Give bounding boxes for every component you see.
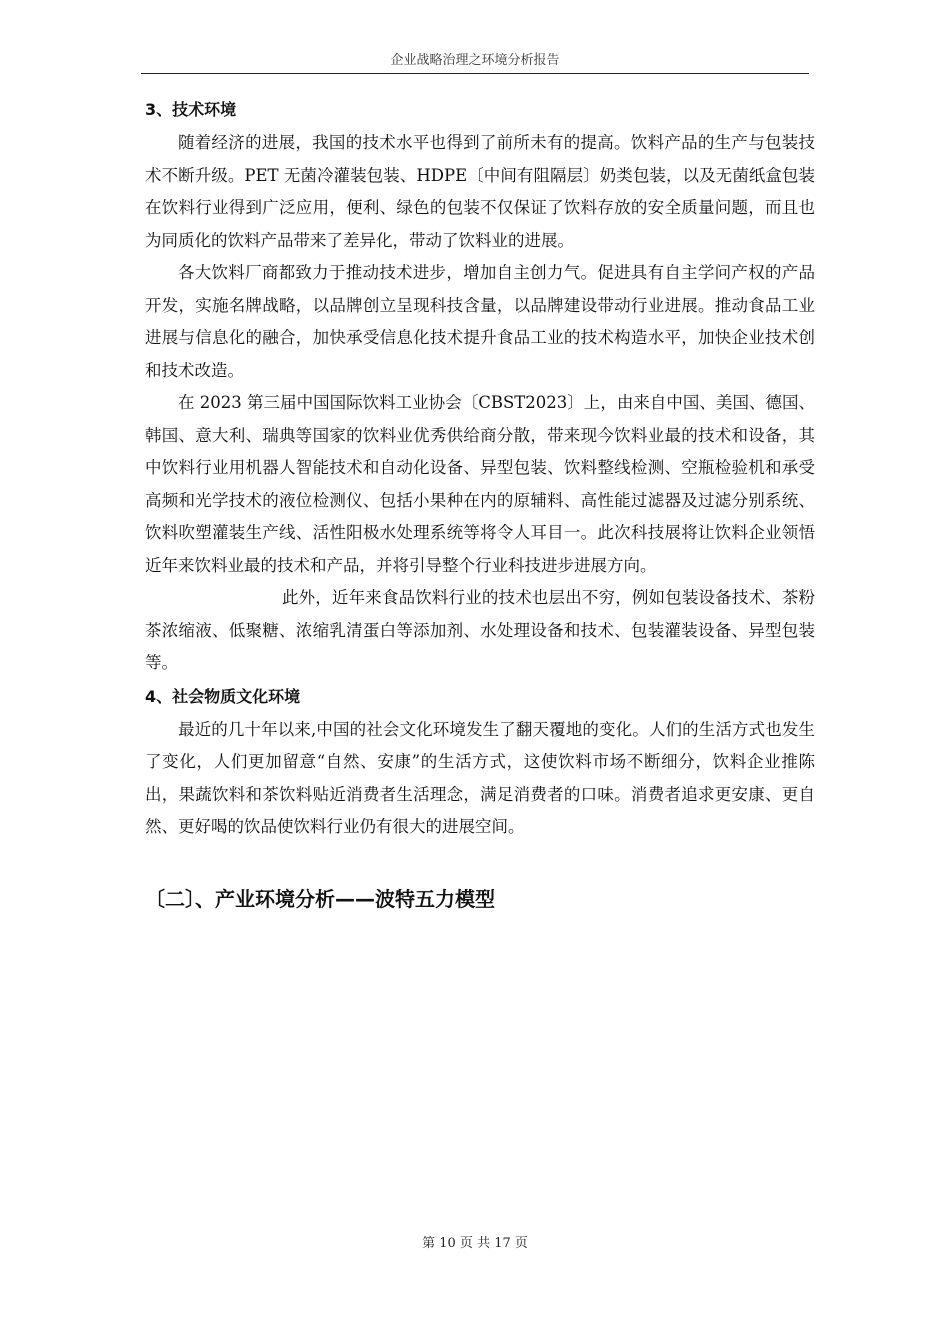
paragraph: 此外，近年来食品饮料行业的技术也层出不穷，例如包装设备技术、茶粉茶浓缩液、低聚糖、浓缩乳清蛋白等添加剂、水处理设备和技术、包装灌装设备、异型包装等。	[145, 588, 815, 672]
paragraph: 最近的几十年以来,中国的社会文化环境发生了翻天覆地的变化。人们的生活方式也发生了变化，人们更加留意“自然、安康”的生活方式，这使饮料市场不断细分，饮料企业推陈出，果蔬饮料和茶饮料贴近消费者生活理念，满足消费者的口味。消费者追求更安康、更自然、更好喝的饮品使饮料行业仍有很大的进展空间。	[145, 719, 815, 836]
document-body	[145, 93, 815, 916]
paragraph: 随着经济的进展，我国的技术水平也得到了前所未有的提高。饮料产品的生产与包装技术不断升级。PET 无菌冷灌装包装、HDPE〔中间有阻隔层〕奶类包装，以及无菌纸盒包装在饮料行业得到广泛应用，便利、绿色的包装不仅保证了饮料存放的安全质量问题，而且也为同质化的饮料产品带来了差异化，带动了饮料业的进展。	[145, 133, 815, 250]
section-heading-social: 4、社会物质文化环境	[145, 686, 301, 706]
section-heading-tech: 3、技术环境	[145, 100, 237, 119]
page-number: 第 10 页 共 17 页	[422, 1236, 528, 1251]
section-heading-industry: 〔二〕、产业环境分析——波特五力模型	[145, 886, 495, 911]
page-header: 企业战略治理之环境分析报告	[141, 51, 809, 74]
paragraph: 各大饮料厂商都致力于推动技术进步，增加自主创力气。促进具有自主学问产权的产品开发，实施名牌战略，以品牌创立呈现科技含量，以品牌建设带动行业进展。推动食品工业进展与信息化的融合，加快承受信息化技术提升食品工业的技术构造水平，加快企业技术创和技术改造。	[145, 263, 815, 380]
paragraph: 在 2023 第三届中国国际饮料工业协会〔CBST2023〕上，由来自中国、美国、德国、韩国、意大利、瑞典等国家的饮料业优秀供给商分散，带来现今饮料业最的技术和设备，其中饮料行业用机器人智能技术和自动化设备、异型包装、饮料整线检测、空瓶检验机和承受高频和光学技术的液位检测仪、包括小果种在内的原辅料、高性能过滤器及过滤分别系统、饮料吹塑灌装生产线、活性阳极水处理系统等将令人耳目一。此次科技展将让饮料企业领悟近年来饮料业最的技术和产品，并将引导整个行业科技进步进展方向。	[145, 393, 815, 575]
